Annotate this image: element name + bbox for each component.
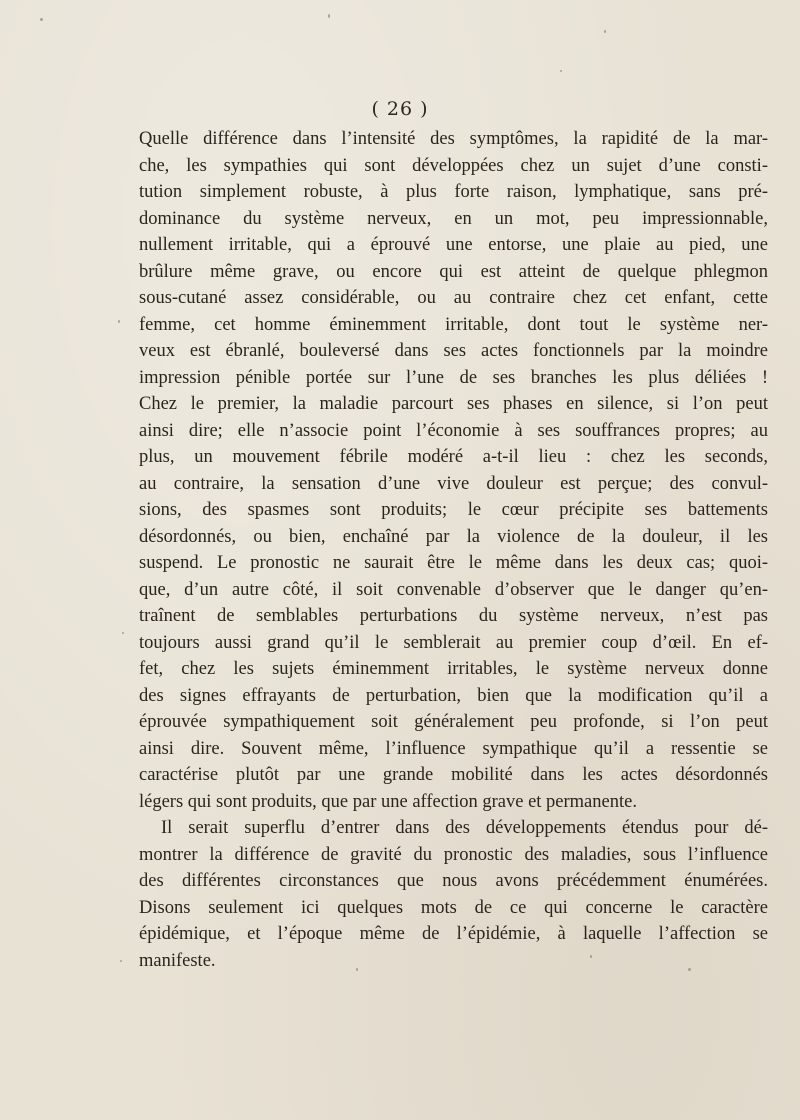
text-line: ainsi dire. Souvent même, l’influence sympathique qu’il a ressentie se [139,738,768,759]
text-line: tution simplement robuste, à plus forte raison, lymphatique, sans pré- [139,182,768,202]
text-line: Il serait superflu d’entrer dans des développements étendus pour dé- [161,818,768,838]
text-line: Chez le premier, la maladie parcourt ses phases en silence, si l’on peut [139,394,768,414]
text-line: caractérise plutôt par une grande mobilité dans les actes désordonnés [139,765,768,785]
text-line: épidémique, et l’époque même de l’épidémie, à laquelle l’affection se [139,924,768,944]
text-line: éprouvée sympathiquement soit généralement peu profonde, si l’on peut [139,712,768,732]
text-line: montrer la différence de gravité du pronostic des maladies, sous l’influence [139,844,768,865]
text-line: suspend. Le pronostic ne saurait être le même dans les deux cas; quoi- [139,553,768,573]
text-line: che, les sympathies qui sont développées chez un sujet d’une consti- [139,155,768,176]
text-line: que, d’un autre côté, il soit convenable d’observer que le danger qu’en- [139,579,768,600]
text-line: traînent de semblables perturbations du système nerveux, n’est pas [139,606,768,626]
text-line: légers qui sont produits, que par une affection grave et permanente. [139,791,637,812]
text-line: brûlure même grave, ou encore qui est atteint de quelque phlegmon [139,261,768,282]
text-line: ainsi dire; elle n’associe point l’économie à ses souffrances propres; au [139,420,768,441]
text-line: veux est ébranlé, bouleversé dans ses actes fonctionnels par la moindre [139,341,768,361]
text-line: sous-cutané assez considérable, ou au contraire chez cet enfant, cette [139,288,768,308]
text-line: Quelle différence dans l’intensité des symptômes, la rapidité de la mar- [139,129,768,149]
paragraph-2 [139,815,768,974]
body-text [139,126,768,974]
text-line: dominance du système nerveux, en un mot, peu impressionnable, [139,208,768,229]
page-number: ( 26 ) [371,98,429,120]
paragraph-1 [139,126,768,815]
text-line: Disons seulement ici quelques mots de ce qui concerne le caractère [139,897,768,918]
text-line: des signes effrayants de perturbation, bien que la modification qu’il a [139,685,768,706]
text-line: femme, cet homme éminemment irritable, dont tout le système ner- [139,314,768,335]
text-line: nullement irritable, qui a éprouvé une entorse, une plaie au pied, une [139,235,768,255]
text-line: sions, des spasmes sont produits; le cœur précipite ses battements [139,500,768,520]
text-line: au contraire, la sensation d’une vive douleur est perçue; des convul- [139,473,768,494]
text-line: fet, chez les sujets éminemment irritables, le système nerveux donne [139,659,768,679]
text-line: des différentes circonstances que nous avons précédemment énumérées. [139,871,768,891]
text-line: impression pénible portée sur l’une de ses branches les plus déliées ! [139,367,768,388]
text-line: manifeste. [139,950,216,971]
text-line: désordonnés, ou bien, enchaîné par la violence de la douleur, il les [139,526,768,547]
text-line: plus, un mouvement fébrile modéré a-t-il lieu : chez les seconds, [139,447,768,467]
text-line: toujours aussi grand qu’il le semblerait au premier coup d’œil. En ef- [139,632,768,653]
